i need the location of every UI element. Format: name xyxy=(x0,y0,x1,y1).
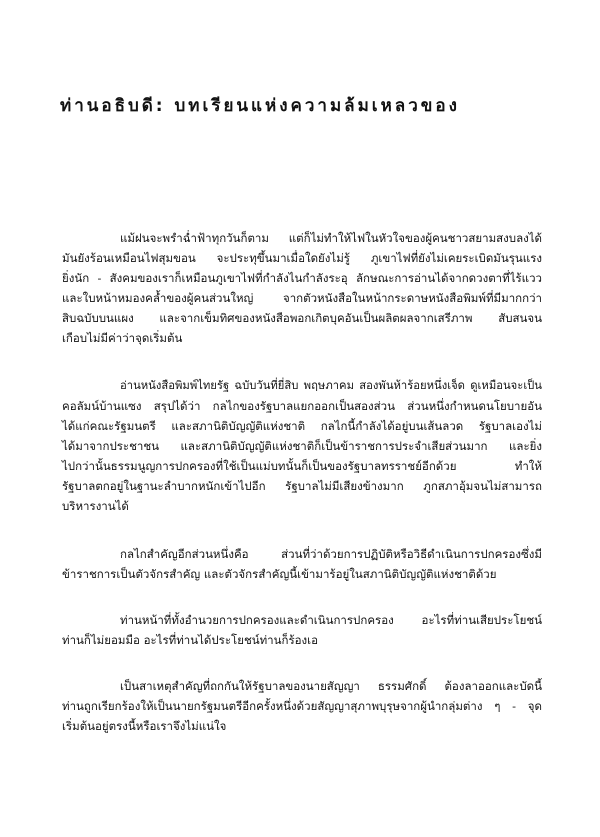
paragraph-line: เริ่มต้นอยู่ตรงนี้หรือเราจึงไม่แน่ใจ xyxy=(62,719,227,733)
paragraph-line: บริหารงานได้ xyxy=(62,499,129,513)
paragraph-line: แม้ฝนจะพรำฉ่ำฟ้าทุกวันก็ตาม แต่ก็ไม่ทำให้ไฟในหัวใจของผู้คนชาวสยามสงบลงได้ xyxy=(120,231,542,245)
paragraph-4 xyxy=(62,610,542,650)
paragraph-2 xyxy=(62,376,542,516)
paragraph-line: อ่านหนังสือพิมพ์ไทยรัฐ ฉบับวันที่ยี่สิบ พฤษภาคม สองพันห้าร้อยหนึ่งเจ็ด ดูเหมือนจะเป็น xyxy=(120,379,542,392)
paragraph-line: สิบฉบับบนแผง และจากเข็มทิศของหนังสือพอกเกิตบุคอันเป็นผลิตผลจากเสรีภาพ สับสนจน xyxy=(62,311,542,325)
paragraph-line: เป็นสาเหตุสำคัญที่ถกกันให้รัฐบาลของนายสัญญา ธรรมศักดิ์ ต้องลาออกและบัดนี้ xyxy=(120,679,542,693)
paragraph-line: เกือบไม่มีค่าว่าจุดเริ่มต้น xyxy=(62,331,183,345)
paragraph-line: ยิ่งนัก - สังคมของเราก็เหมือนภูเขาไฟที่กำลังไนกำลังระอุ ลักษณะการอ่านได้จากดวงตาที่ไร้แวว xyxy=(62,271,542,285)
document-title: ท่านอธิบดี: บทเรียนแห่งความล้มเหลวของ xyxy=(60,96,460,116)
paragraph-line: ท่านหน้าที่ทั้งอำนวยการปกครองและดำเนินการปกครอง อะไรที่ท่านเสียประโยชน์ xyxy=(120,613,542,627)
paragraph-line: ข้าราชการเป็นตัวจักรสำคัญ และตัวจักรสำคัญนี้เข้ามาร้อยู่ในสภานิติบัญญัติแห่งชาติด้วย xyxy=(62,567,497,581)
paragraph-line: และใบหน้าหมองคล้ำของผู้คนส่วนใหญ่ จากตัวหนังสือในหน้ากระดาษหนังสือพิมพ์ที่มีมากกว่า xyxy=(62,291,542,305)
paragraph-line: ท่านถูกเรียกร้องให้เป็นนายกรัฐมนตรีอีกครั้งหนึ่งด้วยสัญญาสุภาพบุรุษจากผู้นำกลุ่มต่าง ๆ - จุด xyxy=(62,699,542,713)
paragraph-3 xyxy=(62,544,542,584)
paragraph-5 xyxy=(62,676,542,736)
paragraph-line: ท่านก็ไม่ยอมมือ อะไรที่ท่านได้ประโยชน์ท่านก็ร้องเอ xyxy=(62,633,319,647)
paragraph-line: ได้มาจากประชาชน และสภานิติบัญญัติแห่งชาติก็เป็นข้าราชการประจำเสียส่วนมาก และยิ่ง xyxy=(62,439,542,453)
paragraph-line: มันยังร้อนเหมือนไฟสุมขอน จะประทุขึ้นมาเมื่อใดยังไม่รู้ ภูเขาไฟที่ยังไม่เคยระเบิดมันรุนแรง xyxy=(62,251,542,265)
paragraph-line: รัฐบาลตกอยู่ในฐานะลำบากหนักเข้าไปอีก รัฐบาลไม่มีเสียงข้างมาก ภูกสภาอุ้มจนไม่สามารถ xyxy=(62,479,542,493)
paragraph-line: คอลัมน์บ้านแซง สรุปได้ว่า กลไกของรัฐบาลแยกออกเป็นสองส่วน ส่วนหนึ่งกำหนดนโยบายอัน xyxy=(62,399,542,413)
paragraph-1 xyxy=(62,228,542,348)
paragraph-line: กลไกสำคัญอีกส่วนหนึ่งคือ ส่วนที่ว่าด้วยการปฏิบัติหรือวิธีดำเนินการปกครองซึ่งมี xyxy=(120,547,542,561)
paragraph-line: ได้แก่คณะรัฐมนตรี และสภานิติบัญญัติแห่งชาติ กลไกนี้กำลังได้อยู่บนเส้นลวด รัฐบาลเองไม่ xyxy=(62,419,542,433)
paragraph-line: ไปกว่านั้นธรรมนูญการปกครองที่ใช้เป็นแม่บทนั้นก็เป็นของรัฐบาลทรราชย์อีกด้วย ทำให้ xyxy=(62,459,542,473)
